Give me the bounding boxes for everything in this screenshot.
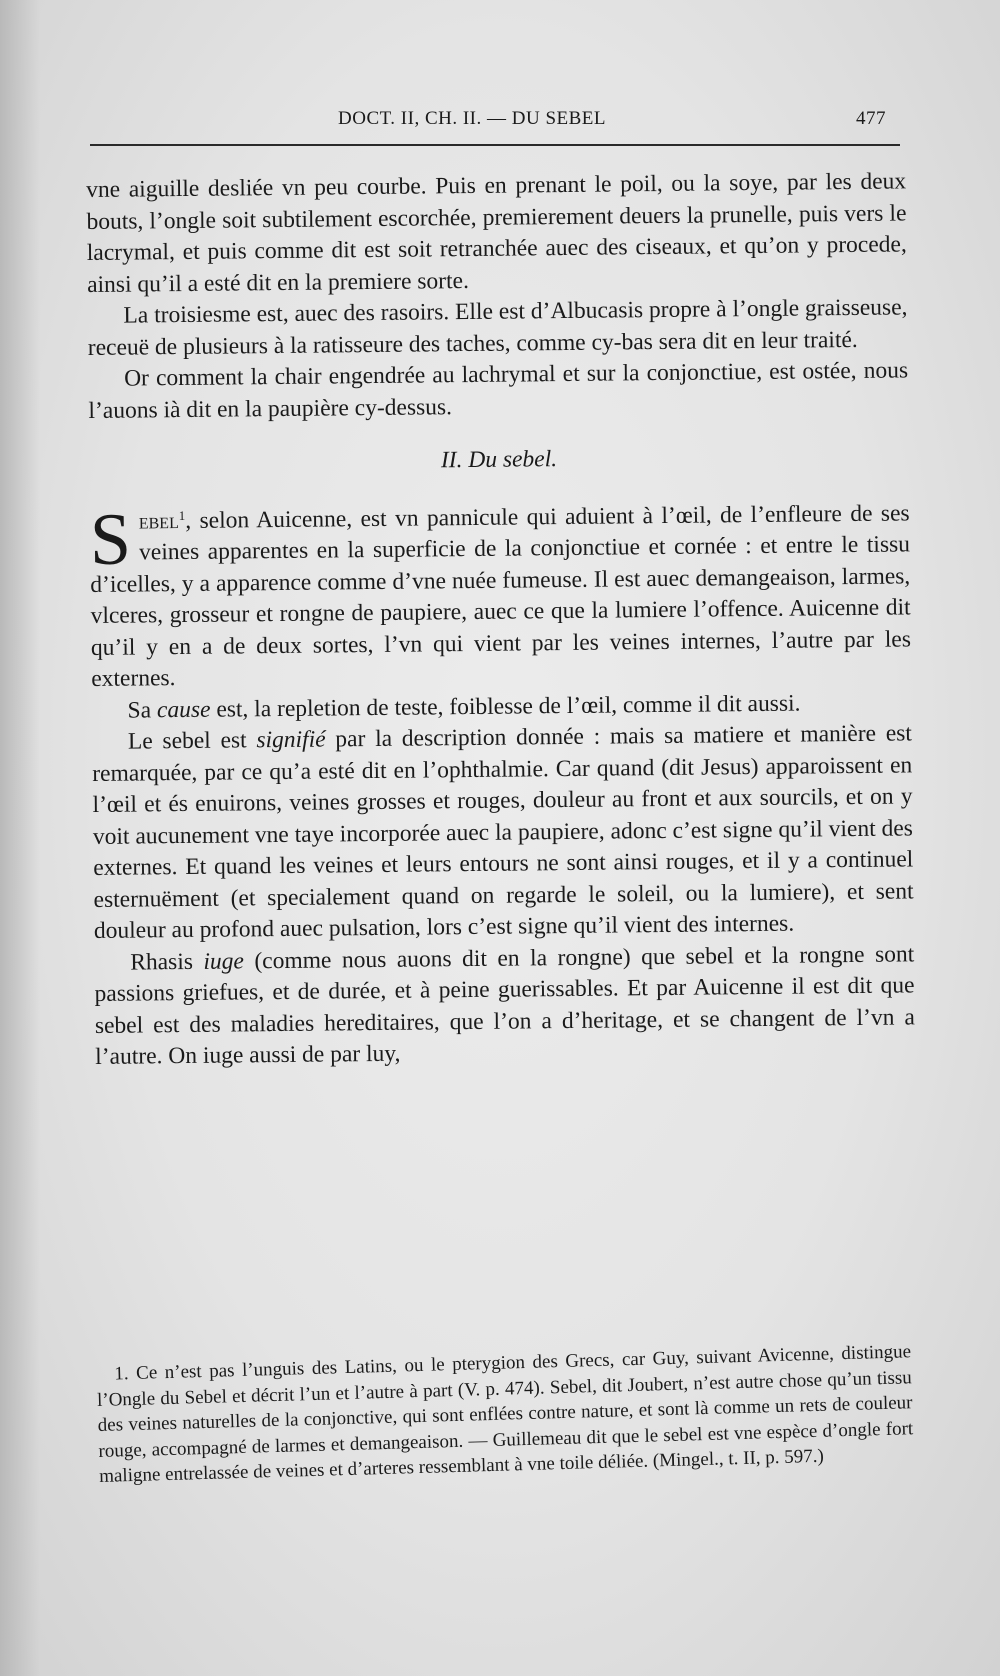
- footnote-text: 1. Ce n’est pas l’unguis des Latins, ou le pterygion des Grecs, car Guy, suivant Avicenne, distingue l’Ongle du Sebel et décrit l’un et l’autre à part (V. p. 474). Sebel, dit Joubert, n’est autre chose qu’un tissu des veines naturelles de la conjonctive, qui sont enflées contre nature, et sont là comme un rets de couleur rouge, accompagné de larmes et demangeaison. — Guillemeau dit que le sebel est vne espèce d’ongle fort maligne entrelassée de veines et d’arteres ressemblant à vne toile déliée. (Mingel., t. II, p. 597.): [96, 1341, 914, 1487]
- running-title: DOCT. II, CH. II. — DU SEBEL: [338, 108, 607, 129]
- italic-term-iuge: iuge: [203, 947, 245, 975]
- page-number: 477: [856, 108, 886, 129]
- header-rule: [90, 144, 900, 146]
- footnote: [96, 1339, 914, 1489]
- italic-term-signifie: signifié: [256, 726, 326, 754]
- running-head: [90, 108, 900, 138]
- page-gutter-shadow: [0, 0, 40, 1676]
- paragraph-sebel-definition: [89, 498, 911, 696]
- text-run: Rhasis: [130, 948, 204, 976]
- text-run: est, la repletion de teste, foiblesse de l’œil, comme il dit aussi.: [210, 690, 801, 723]
- text-run: par la description donnée : mais sa matiere et manière est remarquée, par ce qu’a esté dit en l’ophthalmie. Car quand (dit Jesus) apparoissent en l’œil et és enuirons, veines grosses et rouges, douleur au front et aux sourcils, et on y voit aucunement vne taye incorporée auec la paupiere, adonc c’est signe qu’il vient des externes. Et quand les veines et leurs entours ne sont ainsi rouges, et il y a continuel esternuëment (et specialement quand on regarde le soleil, ou la lumiere), et sent douleur au profond auec pulsation, lors c’est signe qu’il vient des internes.: [92, 720, 914, 944]
- text-run: Le sebel est: [127, 727, 257, 755]
- main-text: [86, 166, 915, 1073]
- text-run: Sa: [127, 696, 158, 724]
- italic-term-cause: cause: [156, 696, 211, 723]
- paragraph-rhasis: [94, 939, 915, 1074]
- paragraph-chair: Or comment la chair engendrée au lachrymal et sur la conjonctiue, est ostée, nous l’auons ià dit en la paupière cy-dessus.: [88, 357, 909, 424]
- footnote-marker[interactable]: 1: [178, 507, 186, 523]
- drop-cap: S: [89, 498, 132, 581]
- paragraph-signifie: [92, 718, 914, 947]
- paragraph-continuation: vne aiguille desliée vn peu courbe. Puis en prenant le poil, ou la soye, par les deux bouts, l’ongle soit subtilement escorchée, premierement deuers la prunelle, puis vers le lacrymal, et puis comme dit est soit retranchée auec des ciseaux, et qu’on y procede, ainsi qu’il a esté dit en la premiere sorte.: [86, 168, 907, 298]
- text-run: (comme nous auons dit en la rongne) que sebel et la rongne sont passions griefues, et de durée, et à peine guerissables. Et par Auicenne il est dit que sebel est des maladies hereditaires, que l’on a d’heritage, et se changent de l’vn a l’autre. On iuge aussi de par luy,: [94, 940, 915, 1070]
- section-title: II. Du sebel.: [440, 446, 558, 474]
- smallcaps-word: ebel: [138, 507, 179, 534]
- definition-text: , selon Auicenne, est vn pannicule qui aduient à l’œil, de l’enfleure de ses veines apparentes en la superficie de la conjonctiue et cornée : et entre le tissu d’icelles, y a apparence comme d’vne nuée fumeuse. Il est auec demangeaison, larmes, vlceres, grosseur et rongne de paupiere, auec ce que la lumiere l’offence. Auicenne dit qu’il y en a de deux sortes, l’vn qui vient par les veines internes, l’autre par les externes.: [90, 499, 912, 692]
- paragraph-troisiesme: La troisiesme est, auec des rasoirs. Elle est d’Albucasis propre à l’ongle graisseuse, receuë de plusieurs à la ratisseure des taches, comme cy-bas sera dit en leur traité.: [87, 294, 908, 361]
